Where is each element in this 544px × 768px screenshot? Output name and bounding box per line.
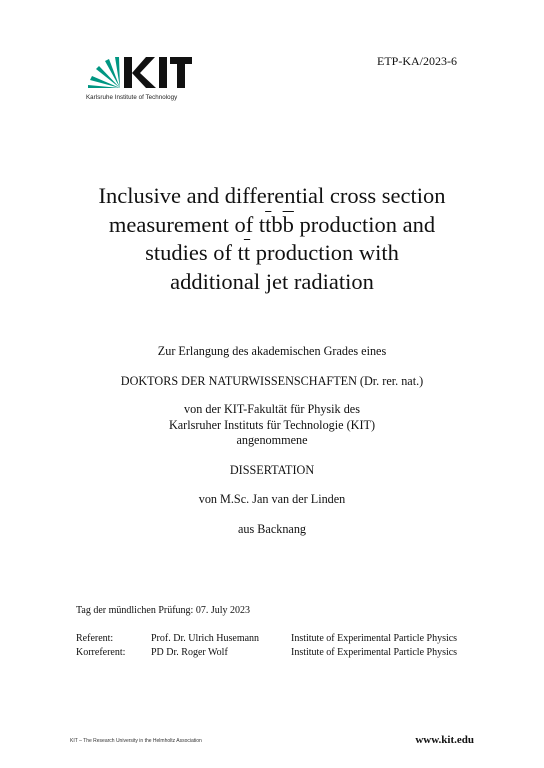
report-number: ETP-KA/2023-6 xyxy=(377,54,457,68)
referee-institute-2: Institute of Experimental Particle Physics xyxy=(291,647,458,658)
title-b: b xyxy=(271,211,283,237)
title-tbar: $\overline{t}$ xyxy=(265,211,272,237)
kit-logo-text: KIT xyxy=(84,54,86,55)
footer-tagline: KIT – The Research University in the Helmholtz Association xyxy=(70,738,202,744)
faculty-block xyxy=(0,402,544,449)
thesis-title xyxy=(0,182,544,296)
referee-name-2: PD Dr. Roger Wolf xyxy=(151,647,228,658)
faculty-line-3: angenommene xyxy=(236,433,308,447)
title-line-3-suffix: production with xyxy=(250,240,399,265)
referee-name-1: Prof. Dr. Ulrich Husemann xyxy=(151,633,260,644)
origin-line: aus Backnang xyxy=(237,522,307,536)
referee-role-1: Referent: xyxy=(76,633,114,644)
title-line-3-tbar: $\overline{t}$ xyxy=(243,240,251,265)
faculty-line-1: von der KIT-Fakultät für Physik des xyxy=(184,402,360,416)
title-bbar: $\overline{b}$ xyxy=(282,211,294,237)
title-line-3 xyxy=(0,239,544,268)
logo-subtitle: Karlsruhe Institute of Technology xyxy=(86,94,178,101)
title-line-3-prefix: studies of t xyxy=(145,240,244,265)
kit-logo-graphic xyxy=(84,54,194,94)
footer-url[interactable]: www.kit.edu xyxy=(415,734,474,746)
referee-role-2: Korreferent: xyxy=(76,647,126,658)
title-line-2 xyxy=(0,211,544,240)
referee-institute-1: Institute of Experimental Particle Physics xyxy=(291,633,458,644)
title-line-2-prefix: measurement of t xyxy=(108,211,266,237)
title-line-4: additional jet radiation xyxy=(170,268,374,294)
faculty-line-2: Karlsruher Instituts für Technologie (KIT) xyxy=(168,417,376,432)
doc-type: DISSERTATION xyxy=(229,463,315,477)
exam-date: Tag der mündlichen Prüfung: 07. July 2023 xyxy=(76,605,250,616)
purpose-text: Zur Erlangung des akademischen Grades eines xyxy=(157,344,387,358)
title-line-2-suffix: production and xyxy=(293,211,436,237)
title-line-1: Inclusive and differential cross section xyxy=(98,183,446,208)
degree-text: DOKTORS DER NATURWISSENSCHAFTEN (Dr. rer. nat.) xyxy=(120,374,424,388)
author-line: von M.Sc. Jan van der Linden xyxy=(198,492,346,506)
